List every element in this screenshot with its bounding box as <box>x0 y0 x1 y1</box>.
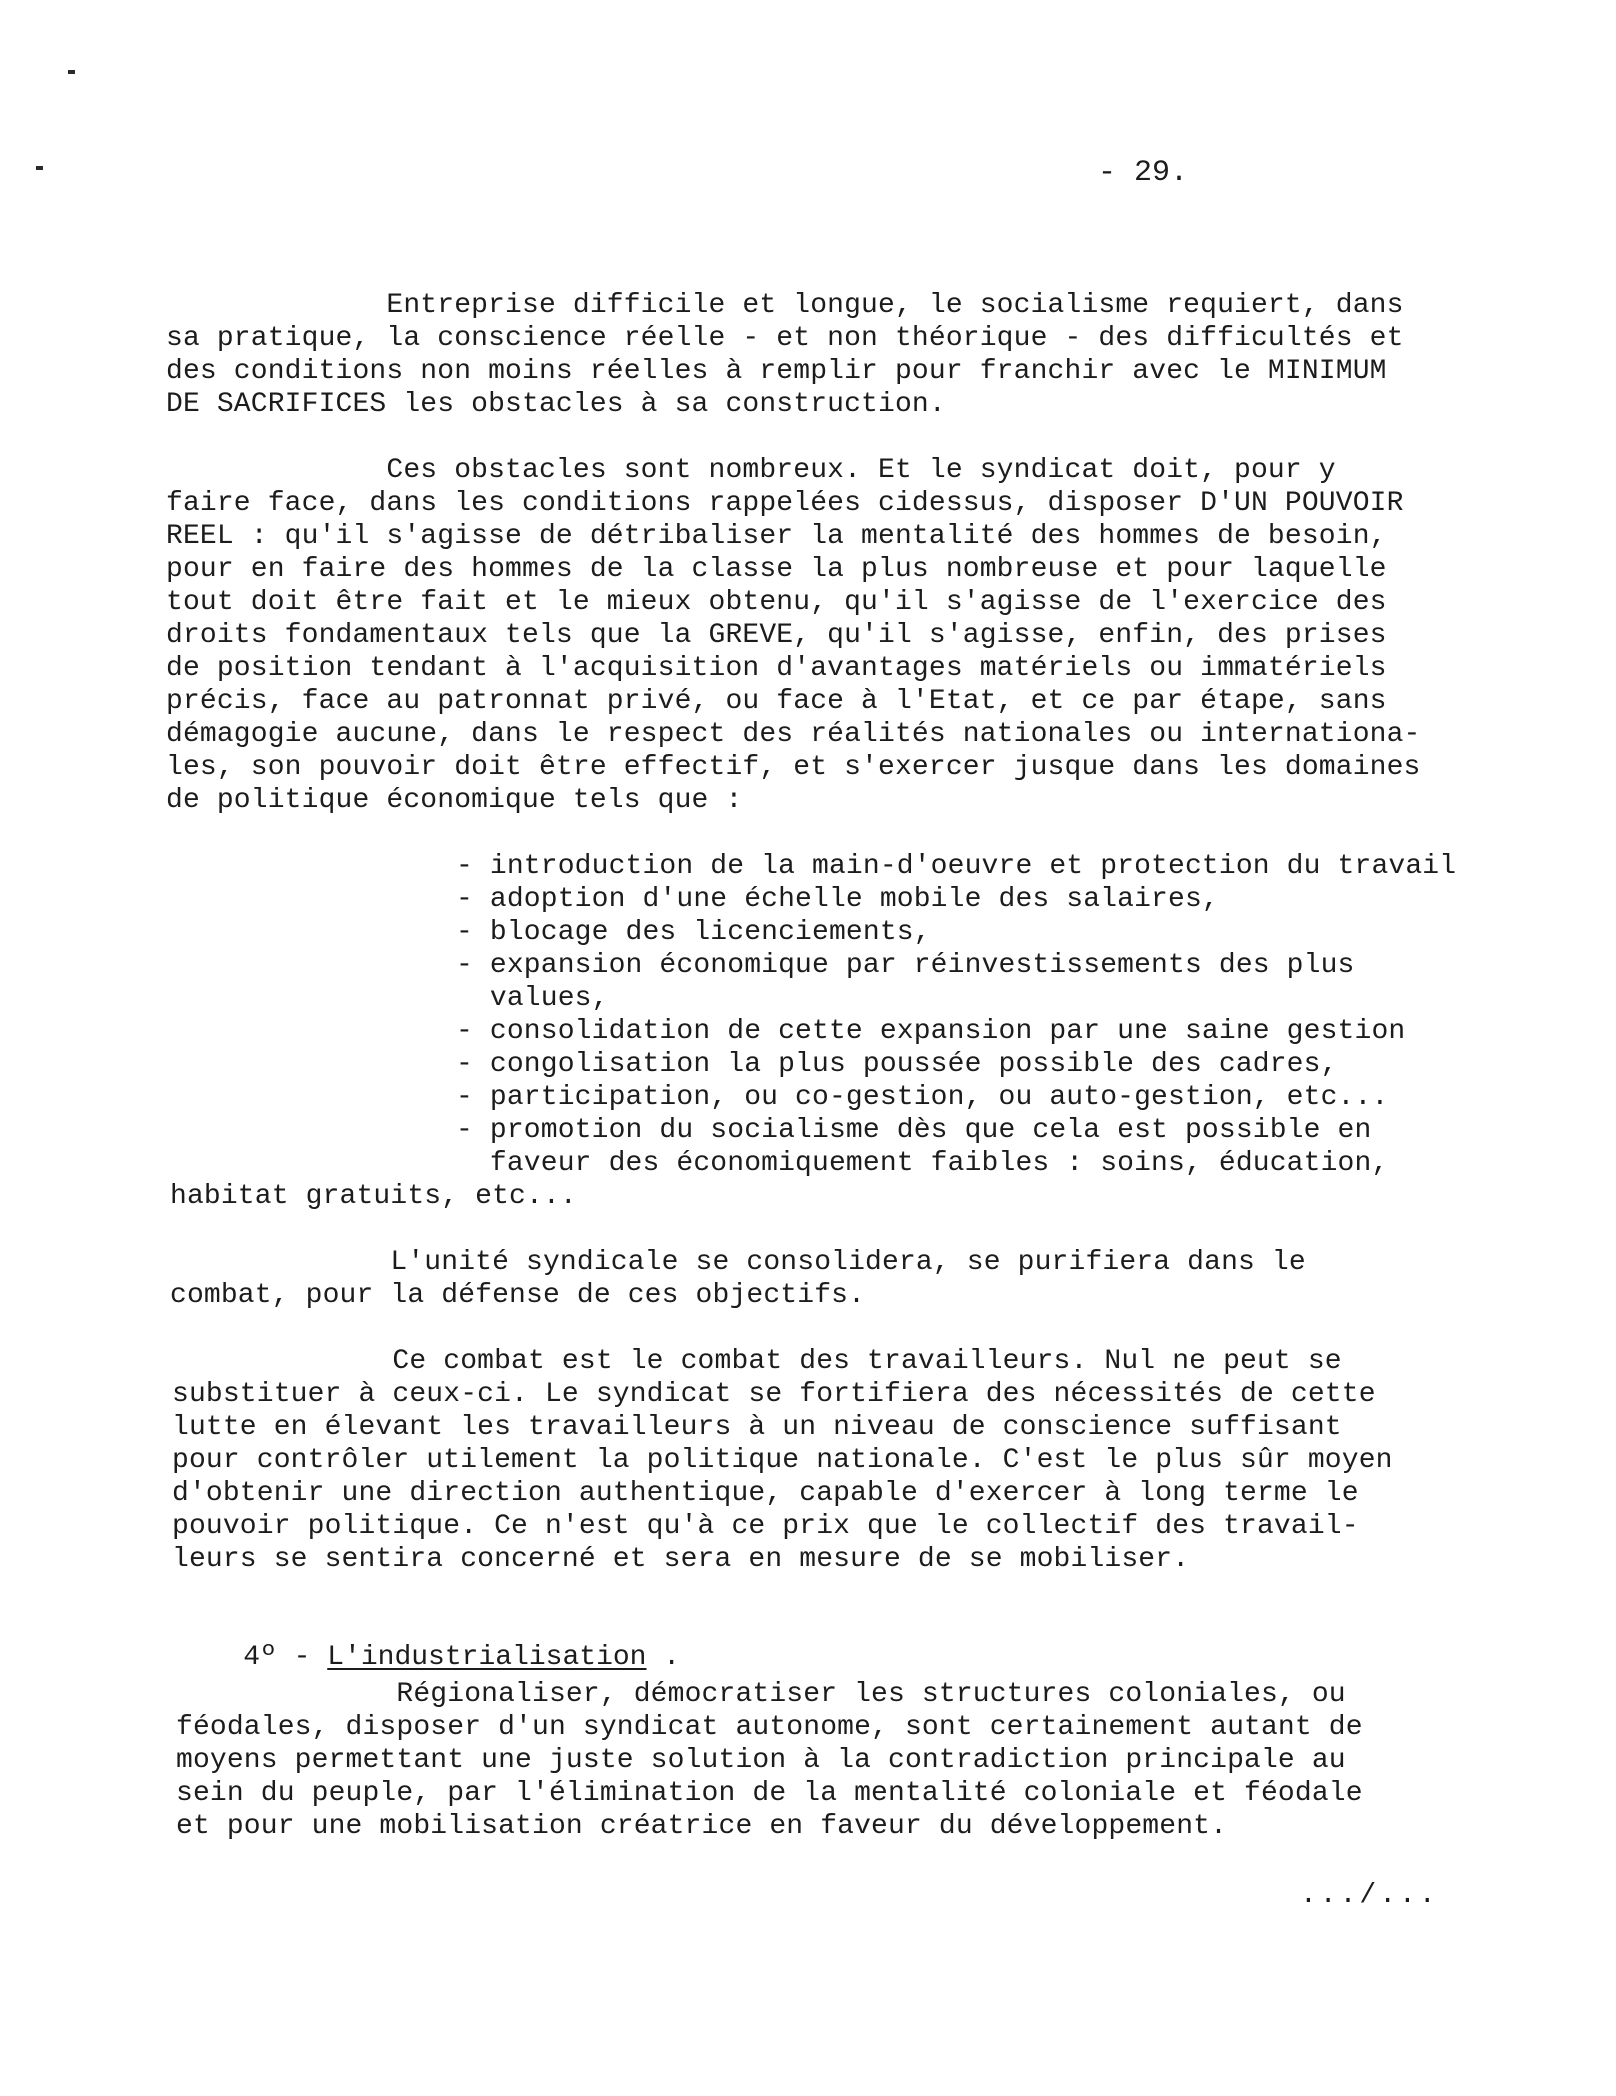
list-item: - blocage des licenciements, <box>456 917 931 948</box>
paragraph-line: sein du peuple, par l'élimination de la mentalité coloniale et féodale <box>176 1778 1363 1809</box>
list-item: - consolidation de cette expansion par une saine gestion <box>456 1016 1406 1047</box>
paragraph-line: DE SACRIFICES les obstacles à sa construction. <box>166 389 946 420</box>
list-item: - congolisation la plus poussée possible des cadres, <box>456 1049 1338 1080</box>
paragraph-line: sa pratique, la conscience réelle - et non théorique - des difficultés et <box>166 323 1404 354</box>
paragraph-line: pour contrôler utilement la politique nationale. C'est le plus sûr moyen <box>172 1445 1393 1476</box>
list-item: - participation, ou co-gestion, ou auto-gestion, etc... <box>456 1082 1389 1113</box>
paragraph-line: et pour une mobilisation créatrice en faveur du développement. <box>176 1811 1228 1842</box>
paragraph-line: droits fondamentaux tels que la GREVE, qu'il s'agisse, enfin, des prises <box>166 620 1387 651</box>
paragraph-line: combat, pour la défense de ces objectifs. <box>170 1280 866 1311</box>
paragraph-line: pouvoir politique. Ce n'est qu'à ce prix que le collectif des travail- <box>172 1511 1359 1542</box>
section-suffix: . <box>646 1642 681 1673</box>
paragraph-line: de politique économique tels que : <box>166 785 743 816</box>
section-title: L'industrialisation <box>327 1642 647 1673</box>
paragraph-line: des conditions non moins réelles à remplir pour franchir avec le MINIMUM <box>166 356 1387 387</box>
continuation-mark: .../... <box>1300 1880 1439 1911</box>
section-number: 4º - <box>243 1642 328 1673</box>
paragraph-line: leurs se sentira concerné et sera en mesure de se mobiliser. <box>172 1544 1190 1575</box>
paragraph-line: substituer à ceux-ci. Le syndicat se fortifiera des nécessités de cette <box>172 1379 1376 1410</box>
paragraph-line: d'obtenir une direction authentique, capable d'exercer à long terme le <box>172 1478 1359 1509</box>
paragraph-line: pour en faire des hommes de la classe la plus nombreuse et pour laquelle <box>166 554 1387 585</box>
list-tail: habitat gratuits, etc... <box>170 1181 577 1212</box>
paragraph-line: moyens permettant une juste solution à la contradiction principale au <box>176 1745 1346 1776</box>
margin-mark-top <box>68 70 75 74</box>
margin-mark-bottom <box>36 166 43 170</box>
list-item: faveur des économiquement faibles : soins, éducation, <box>456 1148 1389 1179</box>
paragraph-line: de position tendant à l'acquisition d'avantages matériels ou immatériels <box>166 653 1387 684</box>
paragraph-line: faire face, dans les conditions rappelées cidessus, disposer D'UN POUVOIR <box>166 488 1404 519</box>
paragraph-line: REEL : qu'il s'agisse de détribaliser la mentalité des hommes de besoin, <box>166 521 1387 552</box>
list-item: - expansion économique par réinvestissements des plus <box>456 950 1355 981</box>
paragraph-line: Ce combat est le combat des travailleurs. Nul ne peut se <box>172 1346 1342 1377</box>
list-item: - introduction de la main-d'oeuvre et protection du travail <box>456 851 1457 882</box>
paragraph-line: démagogie aucune, dans le respect des réalités nationales ou internationa- <box>166 719 1421 750</box>
paragraph-line: tout doit être fait et le mieux obtenu, qu'il s'agisse de l'exercice des <box>166 587 1387 618</box>
paragraph-line: féodales, disposer d'un syndicat autonome, sont certainement autant de <box>176 1712 1363 1743</box>
paragraph-line: L'unité syndicale se consolidera, se purifiera dans le <box>170 1247 1306 1278</box>
paragraph-line: lutte en élevant les travailleurs à un niveau de conscience suffisant <box>172 1412 1342 1443</box>
list-item: - promotion du socialisme dès que cela est possible en <box>456 1115 1372 1146</box>
list-item: values, <box>456 983 609 1014</box>
page-number: - 29. <box>1098 156 1189 190</box>
paragraph-line: précis, face au patronnat privé, ou face à l'Etat, et ce par étape, sans <box>166 686 1387 717</box>
paragraph-line: Régionaliser, démocratiser les structures coloniales, ou <box>176 1679 1346 1710</box>
paragraph-line: les, son pouvoir doit être effectif, et s'exercer jusque dans les domaines <box>166 752 1421 783</box>
paragraph-line: Entreprise difficile et longue, le socialisme requiert, dans <box>166 290 1404 321</box>
paragraph-line: Ces obstacles sont nombreux. Et le syndicat doit, pour y <box>166 455 1336 486</box>
list-item: - adoption d'une échelle mobile des salaires, <box>456 884 1219 915</box>
